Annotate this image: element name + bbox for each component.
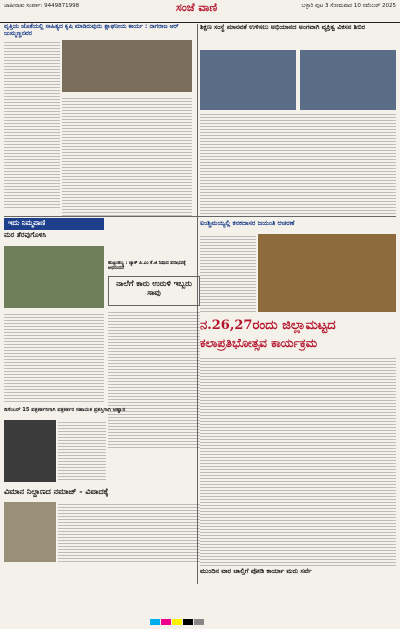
- big-headline-line-1: ನ.26,27ರಂದು ಜಿಲ್ಲಾಮಟ್ಟದ: [200, 318, 336, 333]
- right-mid-headline: ಐಂಶ್ಚಿಮಯ್ಯಲ್ಲಿ ಕನಕದಾಸರ ಜಯಂತಿ ಆಚರಣೆ: [200, 219, 295, 227]
- section-rule: [4, 216, 396, 217]
- students-photo-2: [300, 50, 396, 110]
- center-headline-accident: [108, 276, 200, 306]
- top-left-body: [62, 96, 192, 216]
- airport-photo: [4, 502, 56, 562]
- center-body: [108, 310, 200, 450]
- big-story-body: [200, 356, 396, 566]
- left-low-body-top: [4, 312, 104, 404]
- top-left-headline: ವೃತ್ತಿಯ ಜೊತೆಯಲ್ಲಿ ಸಾಹಿತ್ಯದ ಕೃಷಿ ಮಾಡಿರುವುದು ಶ್ಲಾಘನೀಯ ಕಾರ್ಯ : ನಾಗರಾಜ ಆರ್ ಜುಮ್ಮಣ್ಣನವರ: [4, 23, 179, 37]
- bottom-left-body: [58, 502, 200, 562]
- masthead-dateline: ಬಳ್ಳಾರಿ ಪುಟ 3 ಸೋಮವಾರ 10 ನವೆಂಬರ್ 2025: [301, 3, 396, 9]
- color-calibration-strip: [0, 588, 400, 617]
- top-right-headline: ಶಿಕ್ಷಣ ಸಂಸ್ಥೆ ಮಾನವತೆ ಉಳಿಸಲು ಅಭಿಯಾನದ ಅಂಗವಾಗಿ ವ್ಯಕ್ತಿತ್ವ ವಿಕಸನ ಶಿಬಿರ: [200, 23, 366, 31]
- top-left-columns: [4, 40, 60, 210]
- left-mid-banner: ಇದು ನಿಮ್ಮವಾಣಿ: [4, 218, 104, 230]
- top-right-body: [200, 112, 396, 216]
- bottom-right-headline: ಮುಂದಿನ ವಾರ ಚಾಲ್ತಿಗೆ ಪೋಡಿ ಕಾರ್ಯಾ ಮರು ಸರ್ವೆ: [200, 567, 312, 575]
- tree-photo: [4, 246, 104, 308]
- masthead: [0, 0, 400, 23]
- kanakadasa-photo: [258, 234, 396, 312]
- left-mid-subhead: ಮರ ತೆರವುಗೊಳಿಸಿ: [4, 231, 47, 239]
- masthead-ad-contact: ಜಾಹೀರಾತು ಸಂಪರ್ಕ: 9449871998: [4, 3, 80, 9]
- center-headline-birthday: ಹುಟ್ಟುಹಬ್ಬ : ಜ್ಯಾಕ್ ಪಿ.ಎಂ ಕೆ.ಜಿ ನಿಷಾದ ಪರಾಭವಕ್ಕೆ ಅಭಿನಂದನೆ: [108, 261, 186, 271]
- masthead-logo: ಸಂಜೆ ವಾಣಿ: [176, 1, 218, 14]
- right-mid-body: [200, 234, 256, 314]
- bottom-left-headline: ವಿಮಾನ ನಿಲ್ದಾಣದ ನಮಾಜ್ - ವಿವಾದಕ್ಕೆ: [4, 487, 109, 496]
- accident-headline-text: ನಾಲೆಗೆ ಕಾರು ಉರುಳಿ ಇಬ್ಬರು ಸಾವು: [116, 279, 192, 297]
- event-photo: [62, 40, 192, 92]
- students-photo-1: [200, 50, 296, 110]
- column-rule: [197, 24, 198, 584]
- big-headline-line-2: ಕಲಾಪ್ರತಿಭೋತ್ಸವ ಕಾರ್ಯಕ್ರಮ: [200, 336, 318, 350]
- left-low-body: [58, 420, 106, 482]
- phone-photo: [4, 420, 56, 482]
- left-low-headline: ಡಿಸೆಂಬರ್ 15 ಪತ್ರಕರ್ತರಿಗಾಗಿ ಪತ್ರಕರ್ತರ ಸಹಾಯಕ ಪ್ರಶಸ್ತಿಗಾಗಿ ಆಹ್ವಾನ: [4, 407, 126, 413]
